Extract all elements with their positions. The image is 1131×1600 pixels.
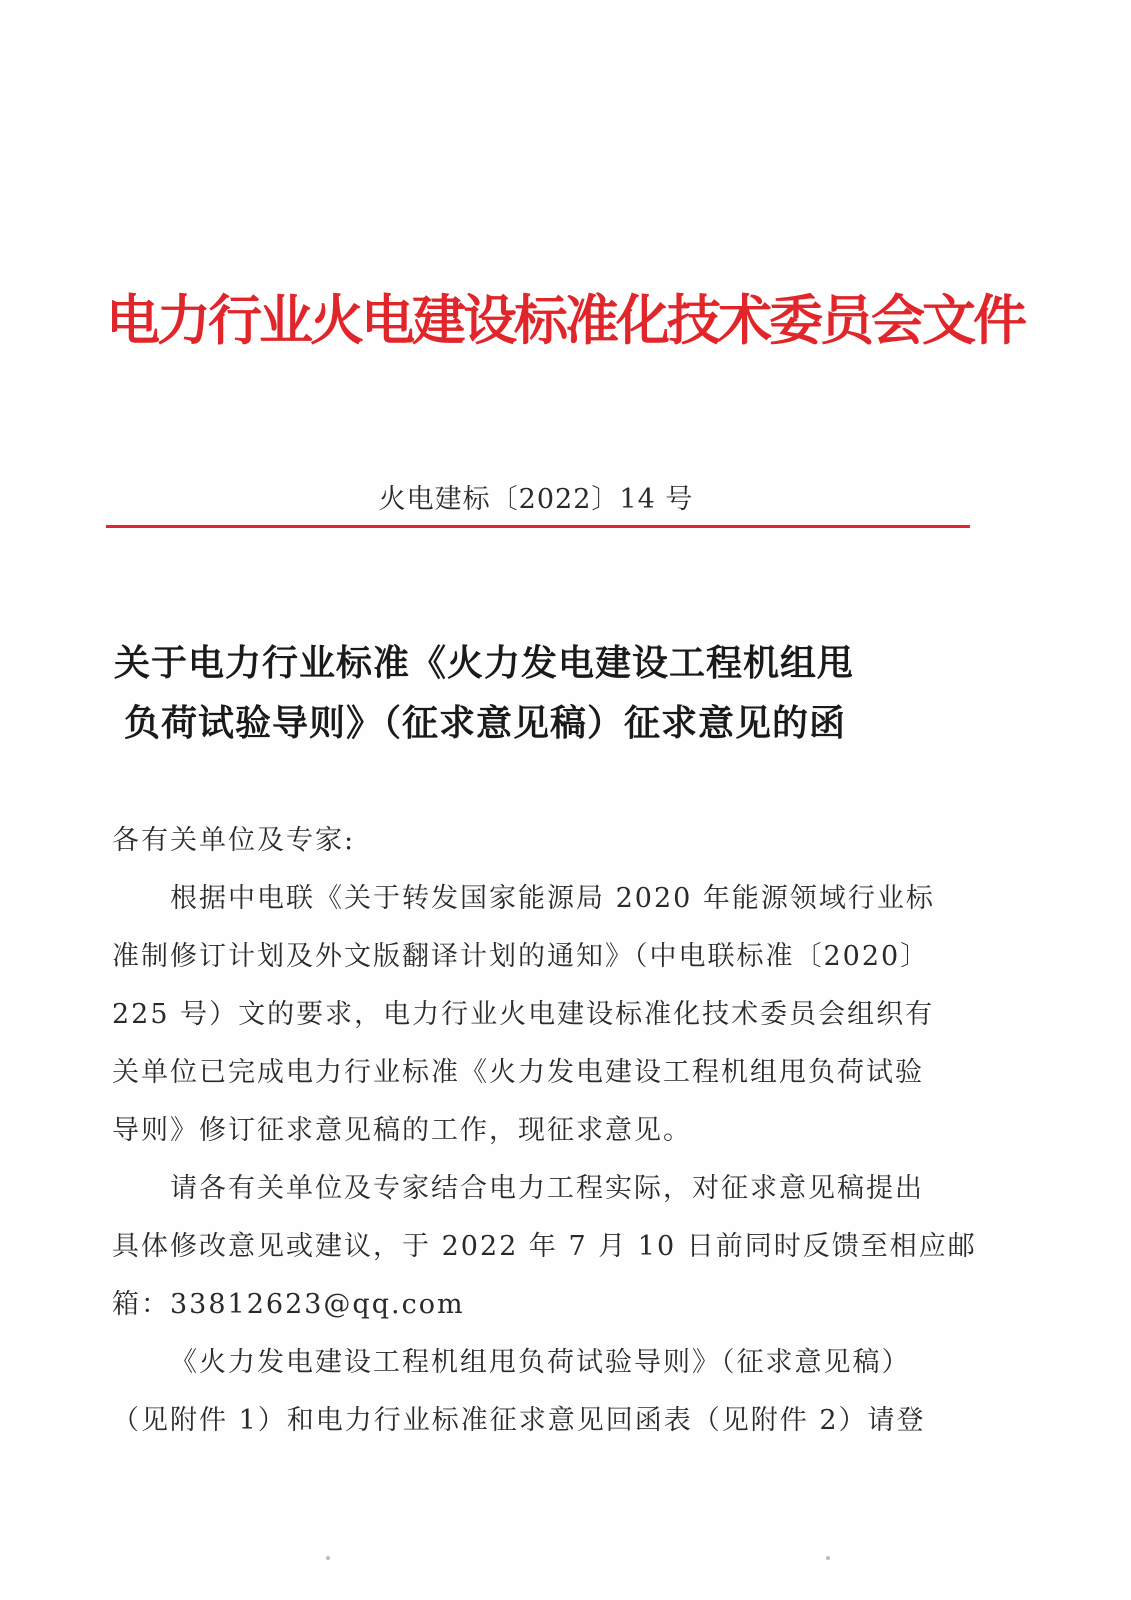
paragraph-1-line-5: 导则》修订征求意见稿的工作，现征求意见。	[112, 1115, 692, 1146]
title-line-2: 负荷试验导则》（征求意见稿）征求意见的函	[124, 702, 847, 744]
letter-body	[112, 812, 977, 1450]
paragraph-1-line-1: 根据中电联《关于转发国家能源局 2020 年能源领域行业标	[170, 883, 935, 914]
red-divider-line	[106, 525, 970, 528]
paragraph-1-line-2: 准制修订计划及外文版翻译计划的通知》（中电联标准〔2020〕	[112, 941, 930, 972]
document-number: 火电建标〔2022〕14 号	[378, 484, 694, 515]
paragraph-2-line-3-email: 箱：33812623@qq.com	[112, 1289, 465, 1320]
scan-dot	[326, 1556, 330, 1560]
scan-dot	[826, 1556, 830, 1560]
salutation: 各有关单位及专家:	[112, 825, 356, 856]
paragraph-2-line-1: 请各有关单位及专家结合电力工程实际，对征求意见稿提出	[170, 1173, 924, 1204]
paragraph-1-line-4: 关单位已完成电力行业标准《火力发电建设工程机组甩负荷试验	[112, 1057, 924, 1088]
paragraph-1-line-3: 225 号）文的要求，电力行业火电建设标准化技术委员会组织有	[112, 999, 935, 1030]
paragraph-3-line-1: 《火力发电建设工程机组甩负荷试验导则》（征求意见稿）	[170, 1347, 911, 1378]
paragraph-3-line-2: （见附件 1）和电力行业标准征求意见回函表（见附件 2）请登	[112, 1405, 926, 1436]
title-line-1: 关于电力行业标准《火力发电建设工程机组甩	[114, 642, 855, 684]
org-header-title: 电力行业火电建设标准化技术委员会文件	[106, 288, 1024, 352]
paragraph-2-line-2: 具体修改意见或建议，于 2022 年 7 月 10 日前同时反馈至相应邮	[112, 1231, 977, 1262]
document-title	[114, 633, 964, 753]
